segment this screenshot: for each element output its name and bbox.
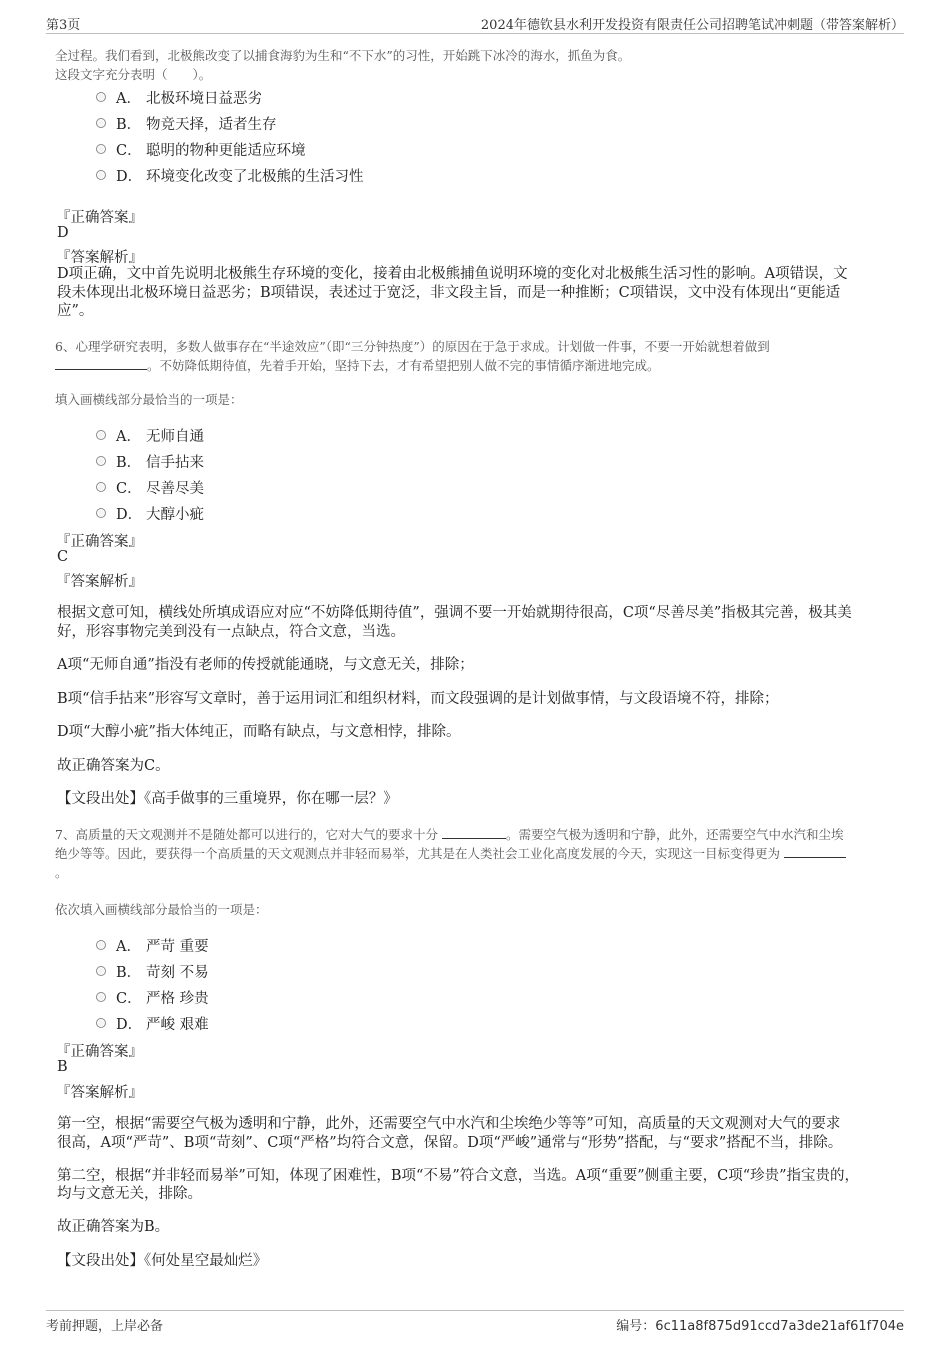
radio-icon[interactable]	[96, 1018, 106, 1028]
q5-text-line1: 全过程。我们看到，北极熊改变了以捕食海豹为生和“不下水”的习性，开始跳下冰冷的海水，抓鱼为食。	[55, 48, 631, 63]
q6-option-d[interactable]: D． 大醇小疵	[96, 502, 204, 524]
q6-analysis-p1-line2: 好，形容事物完美到没有一点缺点，符合文意，当选。	[57, 624, 405, 640]
q6-source: 【文段出处】《高手做事的三重境界，你在哪一层？》	[57, 791, 398, 807]
q6-analysis-p5: 故正确答案为C。	[57, 758, 170, 774]
q5-answer: D	[57, 225, 69, 241]
radio-icon[interactable]	[96, 966, 106, 976]
q7-text-line3: 。	[55, 865, 68, 880]
radio-icon[interactable]	[96, 508, 106, 518]
radio-icon[interactable]	[96, 92, 106, 102]
fill-blank	[55, 357, 147, 370]
document-title: 2024年德钦县水利开发投资有限责任公司招聘笔试冲刺题（带答案解析）	[480, 18, 904, 33]
footer-slogan: 考前押题，上岸必备	[46, 1319, 164, 1334]
q7-text-line2: 绝少等等。因此，要获得一个高质量的天文观测点并非轻而易举，尤其是在人类社会工业化高度发展的今天，实现这一目标变得更为	[55, 844, 846, 863]
q6-prompt: 填入画横线部分最恰当的一项是：	[55, 392, 243, 407]
q5-answer-label: 『正确答案』	[56, 210, 143, 226]
q7-analysis-p1-line2: 很高，A项“严苛”、B项“苛刻”、C项“严格”均符合文意，保留。D项“严峻”通常与“形势”搭配，与“要求”搭配不当，排除。	[57, 1135, 843, 1151]
q7-analysis-p2-line2: 均与文意无关，排除。	[57, 1186, 202, 1202]
q6-option-b[interactable]: B． 信手拈来	[96, 450, 204, 472]
q7-option-a[interactable]: A． 严苛 重要	[96, 934, 209, 956]
q7-analysis-p1-line1: 第一空，根据“需要空气极为透明和宁静，此外，还需要空气中水汽和尘埃绝少等等”可知，高质量的天文观测对大气的要求	[57, 1116, 841, 1132]
radio-icon[interactable]	[96, 482, 106, 492]
q7-analysis-label: 『答案解析』	[56, 1085, 143, 1101]
q6-answer: C	[57, 549, 69, 565]
q5-analysis-label: 『答案解析』	[56, 250, 143, 266]
q6-option-a[interactable]: A． 无师自通	[96, 424, 204, 446]
q6-analysis-p3: B项“信手拈来”形容写文章时，善于运用词汇和组织材料，而文段强调的是计划做事情，与文段语境不符，排除；	[57, 691, 779, 707]
q7-answer-label: 『正确答案』	[56, 1044, 143, 1060]
radio-icon[interactable]	[96, 170, 106, 180]
q5-option-d[interactable]: D． 环境变化改变了北极熊的生活习性	[96, 164, 364, 186]
q6-answer-label: 『正确答案』	[56, 534, 143, 550]
q7-option-d[interactable]: D． 严峻 艰难	[96, 1012, 209, 1034]
q5-text-line2: 这段文字充分表明（ ）。	[55, 67, 212, 82]
q6-text-line1: 6、心理学研究表明，多数人做事存在“半途效应”（即“三分钟热度”）的原因在于急于求成。计划做一件事，不要一开始就想着做到	[55, 339, 770, 354]
q7-answer: B	[57, 1059, 68, 1075]
q5-analysis-line2: 段未体现出北极环境日益恶劣；B项错误，表述过于宽泛，非文段主旨，而是一种推断；C项错误，文中没有体现出“更能适	[57, 285, 841, 301]
q7-option-b[interactable]: B． 苛刻 不易	[96, 960, 209, 982]
q6-analysis-p4: D项“大醇小疵”指大体纯正，而略有缺点，与文意相悖，排除。	[57, 724, 461, 740]
footer-divider	[46, 1310, 904, 1311]
q5-option-a[interactable]: A． 北极环境日益恶劣	[96, 86, 262, 108]
q6-analysis-p1-line1: 根据文意可知，横线处所填成语应对应“不妨降低期待值”，强调不要一开始就期待很高，C项“尽善尽美”指极其完善，极其美	[57, 605, 852, 621]
header-divider	[46, 33, 904, 34]
q7-text-line1: 7、高质量的天文观测并不是随处都可以进行的，它对大气的要求十分 。需要空气极为透明和宁静，此外，还需要空气中水汽和尘埃	[55, 827, 844, 842]
q5-analysis-line1: D项正确，文中首先说明北极熊生存环境的变化，接着由北极熊捕鱼说明环境的变化对北极熊生活习性的影响。A项错误，文	[57, 266, 848, 282]
q7-analysis-p2-line1: 第二空，根据“并非轻而易举”可知，体现了困难性，B项“不易”符合文意，当选。A项“重要”侧重主要，C项“珍贵”指宝贵的，	[57, 1168, 860, 1184]
radio-icon[interactable]	[96, 430, 106, 440]
q7-source: 【文段出处】《何处星空最灿烂》	[57, 1253, 268, 1269]
page-number: 第3页	[46, 18, 81, 33]
radio-icon[interactable]	[96, 118, 106, 128]
radio-icon[interactable]	[96, 992, 106, 1002]
q7-option-c[interactable]: C． 严格 珍贵	[96, 986, 209, 1008]
q5-option-c[interactable]: C． 聪明的物种更能适应环境	[96, 138, 306, 160]
q6-text-line2: 。不妨降低期待值，先着手开始，坚持下去，才有希望把别人做不完的事情循序渐进地完成。	[55, 356, 660, 375]
q6-analysis-label: 『答案解析』	[56, 574, 143, 590]
q7-prompt: 依次填入画横线部分最恰当的一项是：	[55, 902, 268, 917]
radio-icon[interactable]	[96, 144, 106, 154]
footer-serial-number: 编号：6c11a8f875d91ccd7a3de21af61f704e	[616, 1319, 904, 1334]
radio-icon[interactable]	[96, 940, 106, 950]
q5-analysis-line3: 应”。	[57, 303, 94, 319]
q6-analysis-p2: A项“无师自通”指没有老师的传授就能通晓，与文意无关，排除；	[57, 657, 474, 673]
radio-icon[interactable]	[96, 456, 106, 466]
fill-blank	[784, 845, 846, 858]
q7-analysis-p3: 故正确答案为B。	[57, 1219, 170, 1235]
q5-option-b[interactable]: B． 物竞天择，适者生存	[96, 112, 277, 134]
fill-blank	[442, 826, 506, 839]
q6-option-c[interactable]: C． 尽善尽美	[96, 476, 204, 498]
